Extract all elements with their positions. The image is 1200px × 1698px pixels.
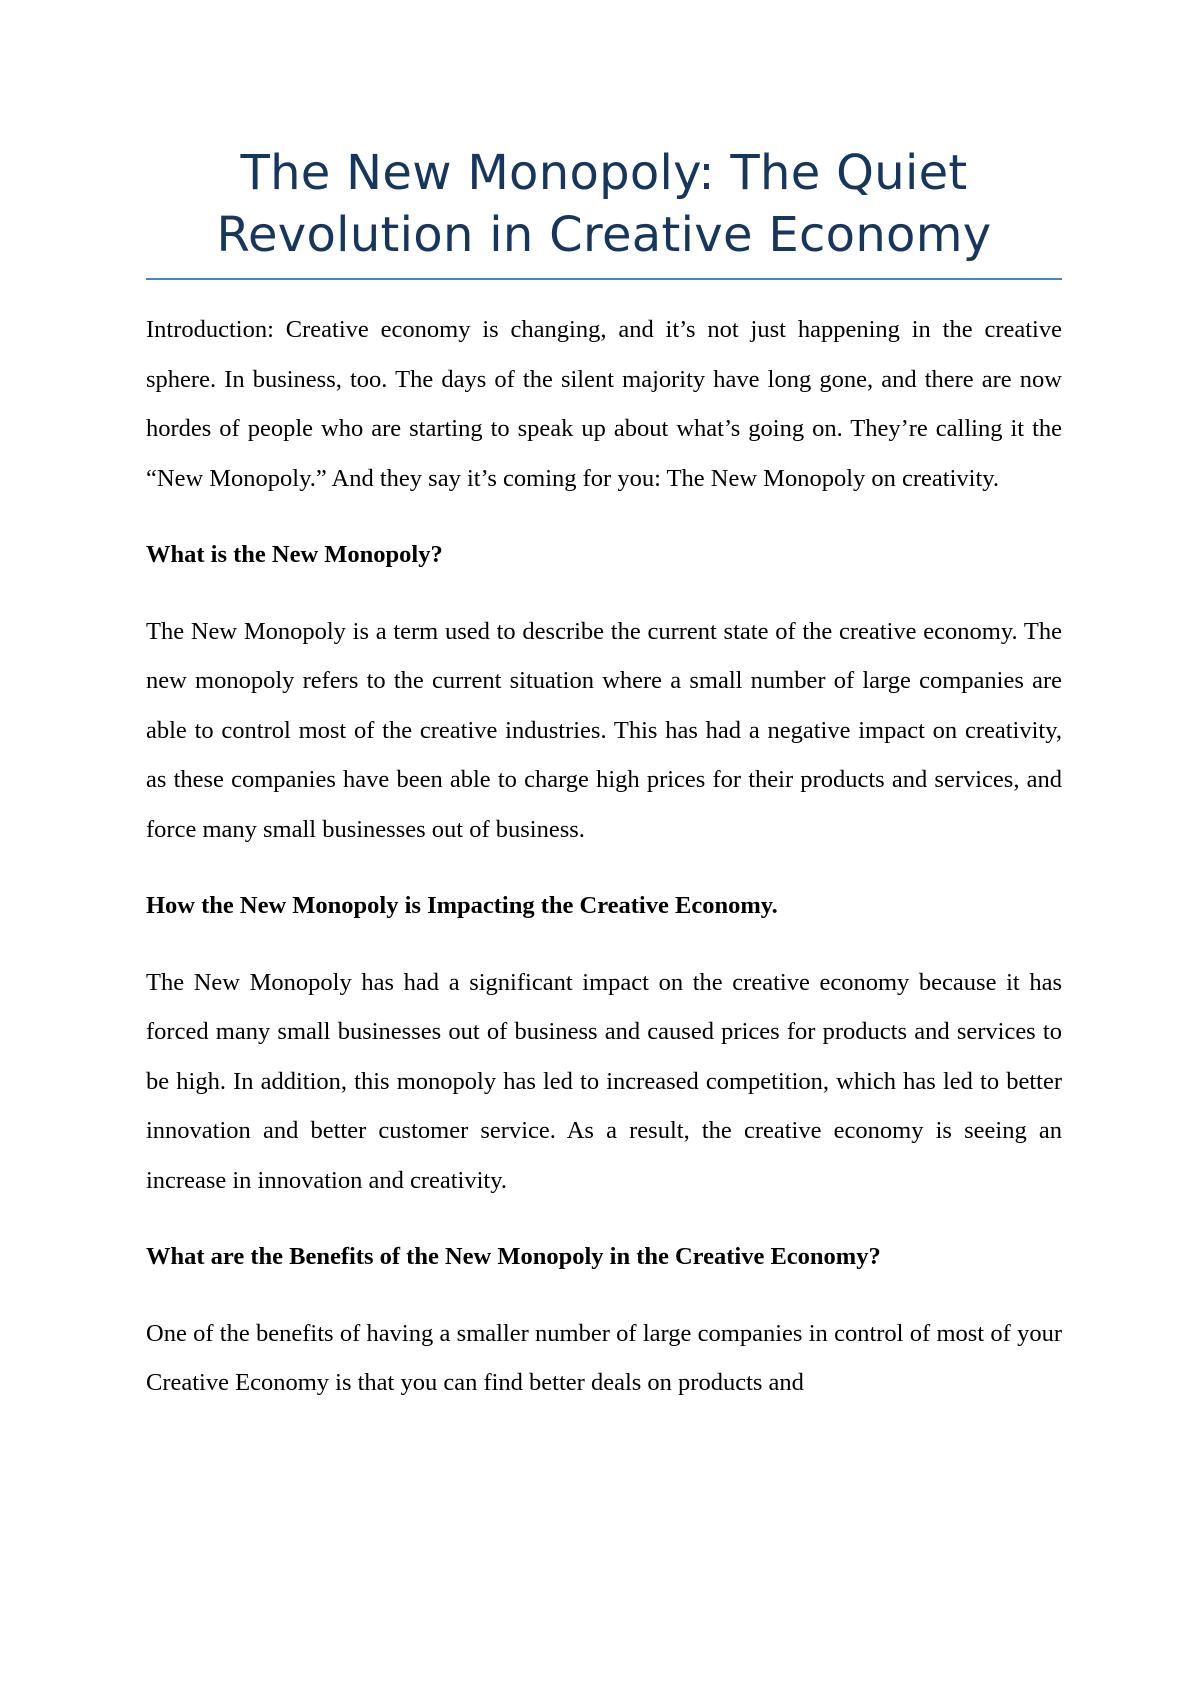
document-body <box>146 305 1062 1435</box>
title-underline-rule <box>146 278 1062 280</box>
document-title-line-1: The New Monopoly: The Quiet <box>240 145 968 201</box>
section-heading-impact: How the New Monopoly is Impacting the Creative Economy. <box>146 892 778 919</box>
document-title-line-2: Revolution in Creative Economy <box>216 207 992 263</box>
section-paragraph-impact: The New Monopoly has had a significant impact on the creative economy because it has forced many small businesses out of business and caused prices for products and services to be high. In addition, this monopoly has led to increased competition, which has led to better innovation and better customer service. As a result, the creative economy is seeing an increase in innovation and creativity. <box>146 968 1062 1194</box>
section-paragraph-what-is: The New Monopoly is a term used to describe the current state of the creative economy. The new monopoly refers to the current situation where a small number of large companies are able to control most of the creative industries. This has had a negative impact on creativity, as these companies have been able to charge high prices for their products and services, and force many small businesses out of business. <box>146 617 1062 843</box>
section-heading-benefits: What are the Benefits of the New Monopoly in the Creative Economy? <box>146 1243 881 1270</box>
section-heading-what-is: What is the New Monopoly? <box>146 541 443 568</box>
title-block <box>146 142 1062 280</box>
document-title <box>146 142 1062 266</box>
intro-paragraph: Introduction: Creative economy is changing, and it’s not just happening in the creative sphere. In business, too. The days of the silent majority have long gone, and there are now hordes of people who are starting to speak up about what’s going on. They’re calling it the “New Monopoly.” And they say it’s coming for you: The New Monopoly on creativity. <box>146 316 1062 492</box>
section-paragraph-benefits: One of the benefits of having a smaller number of large companies in control of most of your Creative Economy is that you can find better deals on products and <box>146 1319 1062 1396</box>
